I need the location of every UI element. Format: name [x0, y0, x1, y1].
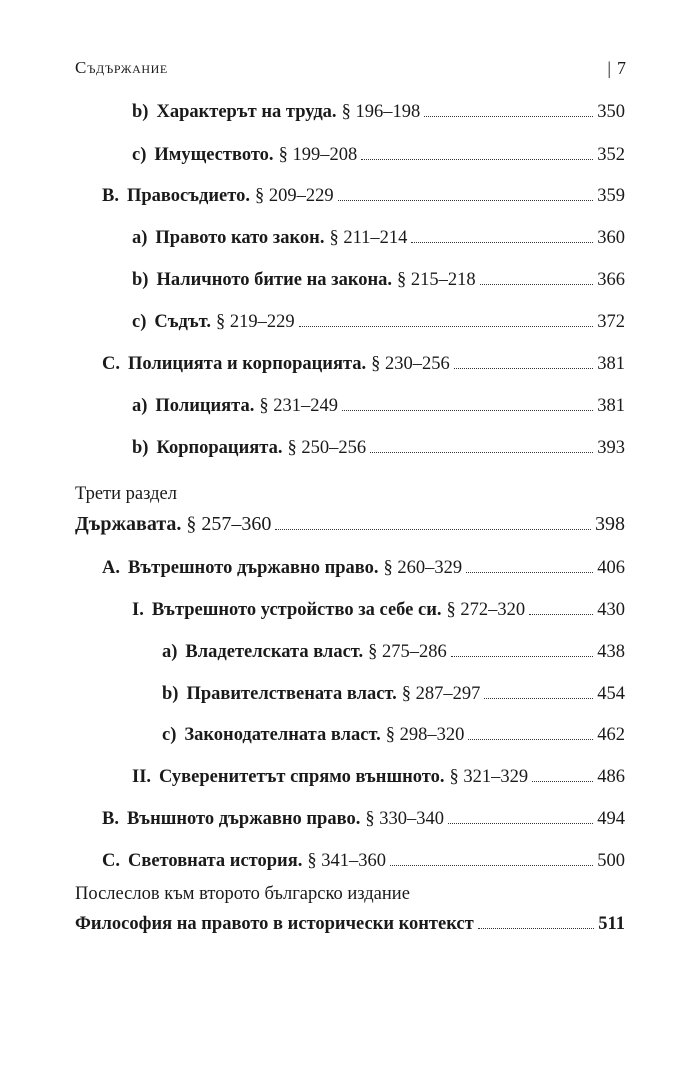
- dot-leader: [532, 781, 593, 782]
- dot-leader: [451, 656, 594, 657]
- dot-leader: [480, 284, 594, 285]
- toc-entry-label: II.: [132, 766, 152, 787]
- toc-entry: [0, 301, 700, 331]
- toc-entry: [0, 798, 700, 828]
- toc-entry-sections: § 199–208: [278, 144, 358, 165]
- toc-entry-title: Философия на правото в исторически контекст: [75, 913, 474, 934]
- toc-entry-title: Правосъдието.: [126, 185, 250, 206]
- toc-entry-label: A.: [102, 557, 120, 578]
- toc-entry-page: 398: [595, 513, 625, 535]
- toc-entry: [0, 840, 700, 870]
- toc-entry-page: 486: [597, 766, 625, 787]
- toc-entry-sections: § 341–360: [307, 850, 386, 871]
- toc-entry-label: c): [162, 724, 177, 745]
- dot-leader: [454, 368, 593, 369]
- toc-entry: [0, 427, 700, 457]
- toc-entry-label: B.: [102, 185, 119, 206]
- dot-leader: [361, 159, 593, 160]
- toc-entry-page: 454: [597, 683, 625, 704]
- dot-leader: [370, 452, 593, 453]
- toc-entry: [0, 547, 700, 577]
- toc-entry-title: Правото като закон.: [155, 227, 325, 248]
- dot-leader: [468, 739, 593, 740]
- dot-leader: [466, 572, 593, 573]
- toc-entry-label: B.: [102, 808, 119, 829]
- toc-entry-page: 381: [597, 395, 625, 416]
- toc-entry-label: a): [132, 395, 148, 416]
- toc-entry-title: Съдът.: [154, 311, 211, 332]
- dot-leader: [338, 200, 594, 201]
- toc-entry-title: Външното държавно право.: [126, 808, 361, 829]
- toc-entry-label: C.: [102, 353, 120, 374]
- toc-entry: [0, 756, 700, 786]
- toc-entry-page: 360: [597, 227, 625, 248]
- toc-entry-page: 350: [597, 101, 625, 122]
- toc-entry-label: C.: [102, 850, 120, 871]
- toc-entry-sections: § 272–320: [446, 599, 526, 620]
- toc-entry-page: 438: [597, 641, 625, 662]
- dot-leader: [448, 823, 593, 824]
- toc-entry-title: Наличното битие на закона.: [156, 269, 393, 290]
- toc-entry-title: Полицията и корпорацията.: [128, 353, 367, 374]
- toc-entry: [0, 217, 700, 247]
- toc-entry-sections: § 215–218: [397, 269, 476, 290]
- toc-entry-title: Имуществото.: [154, 144, 274, 165]
- toc-entry-label: a): [162, 641, 178, 662]
- toc-entry: [0, 91, 700, 121]
- toc-entry: [0, 343, 700, 373]
- dot-leader: [484, 698, 593, 699]
- toc-entry-sections: § 219–229: [216, 311, 295, 332]
- toc-entry-label: I.: [132, 599, 144, 620]
- header-page-number: [607, 58, 626, 79]
- toc-entry: [0, 673, 700, 703]
- toc-entry-sections: § 321–329: [449, 766, 529, 787]
- toc-entry: [0, 134, 700, 164]
- toc-entry: [0, 589, 700, 619]
- toc-entry-page: 359: [597, 185, 625, 206]
- toc-entry: [0, 259, 700, 289]
- dot-leader: [342, 410, 593, 411]
- toc-entry-page: 430: [597, 599, 625, 620]
- toc-entry-title: Вътрешното устройство за себе си.: [151, 599, 442, 620]
- toc-entry-page: 500: [597, 850, 625, 871]
- dot-leader: [424, 116, 593, 117]
- toc-entry-sections: § 330–340: [365, 808, 444, 829]
- toc-entry-sections: § 257–360: [186, 513, 272, 535]
- header-separator: |: [607, 58, 611, 78]
- toc-entry: [0, 631, 700, 661]
- toc-entry-sections: § 260–329: [383, 557, 463, 578]
- toc-entry-sections: § 275–286: [368, 641, 447, 662]
- toc-entry-label: b): [162, 683, 179, 704]
- toc-entry-page: 372: [597, 311, 625, 332]
- toc-afterword-entry: [0, 903, 700, 933]
- toc-entry-sections: § 298–320: [385, 724, 465, 745]
- toc-entry-sections: § 211–214: [329, 227, 408, 248]
- toc-entry-page: 462: [597, 724, 625, 745]
- toc-entry-sections: § 287–297: [401, 683, 481, 704]
- toc-entry-label: b): [132, 269, 149, 290]
- toc-entry-label: b): [132, 437, 149, 458]
- toc-entry-title: Законодателната власт.: [184, 724, 381, 745]
- toc-entry-page: 352: [597, 144, 625, 165]
- toc-entry-page: 381: [597, 353, 625, 374]
- toc-entry-label: a): [132, 227, 148, 248]
- toc-entry-page: 511: [598, 913, 625, 934]
- toc-entry-title: Характерът на труда.: [156, 101, 337, 122]
- toc-entry-page: 366: [597, 269, 625, 290]
- toc-entry-title: Световната история.: [128, 850, 303, 871]
- toc-entry-title: Владетелската власт.: [185, 641, 364, 662]
- toc-entry-title: Вътрешното държавно право.: [128, 557, 379, 578]
- dot-leader: [390, 865, 593, 866]
- dot-leader: [275, 529, 591, 530]
- toc-entry-title: Корпорацията.: [156, 437, 283, 458]
- toc-entry-title: Суверенитетът спрямо външното.: [159, 766, 445, 787]
- toc-entry-sections: § 196–198: [341, 101, 421, 122]
- toc-entry-title: Държавата.: [75, 513, 182, 535]
- part-label: Трети раздел: [75, 484, 177, 504]
- header-title: Съдържание: [75, 58, 168, 77]
- toc-entry-title: Правителствената власт.: [186, 683, 397, 704]
- toc-entry: [0, 714, 700, 744]
- toc-entry-label: b): [132, 101, 149, 122]
- dot-leader: [299, 326, 594, 327]
- running-header: [75, 58, 626, 80]
- toc-entry: [0, 175, 700, 205]
- toc-entry-sections: § 231–249: [259, 395, 338, 416]
- dot-leader: [529, 614, 593, 615]
- toc-entry-page: 393: [597, 437, 625, 458]
- page-number: 7: [617, 58, 626, 78]
- afterword-label: Послеслов към второто българско издание: [75, 884, 410, 904]
- toc-entry-title: Полицията.: [155, 395, 255, 416]
- toc-entry-sections: § 230–256: [371, 353, 450, 374]
- toc-entry-page: 494: [597, 808, 625, 829]
- toc-entry-sections: § 209–229: [254, 185, 334, 206]
- toc-entry-page: 406: [597, 557, 625, 578]
- dot-leader: [411, 242, 593, 243]
- toc-entry-sections: § 250–256: [287, 437, 367, 458]
- dot-leader: [478, 928, 595, 929]
- toc-entry-label: c): [132, 144, 147, 165]
- toc-entry-label: c): [132, 311, 147, 332]
- toc-part-entry: [0, 504, 700, 534]
- toc-entry: [0, 385, 700, 415]
